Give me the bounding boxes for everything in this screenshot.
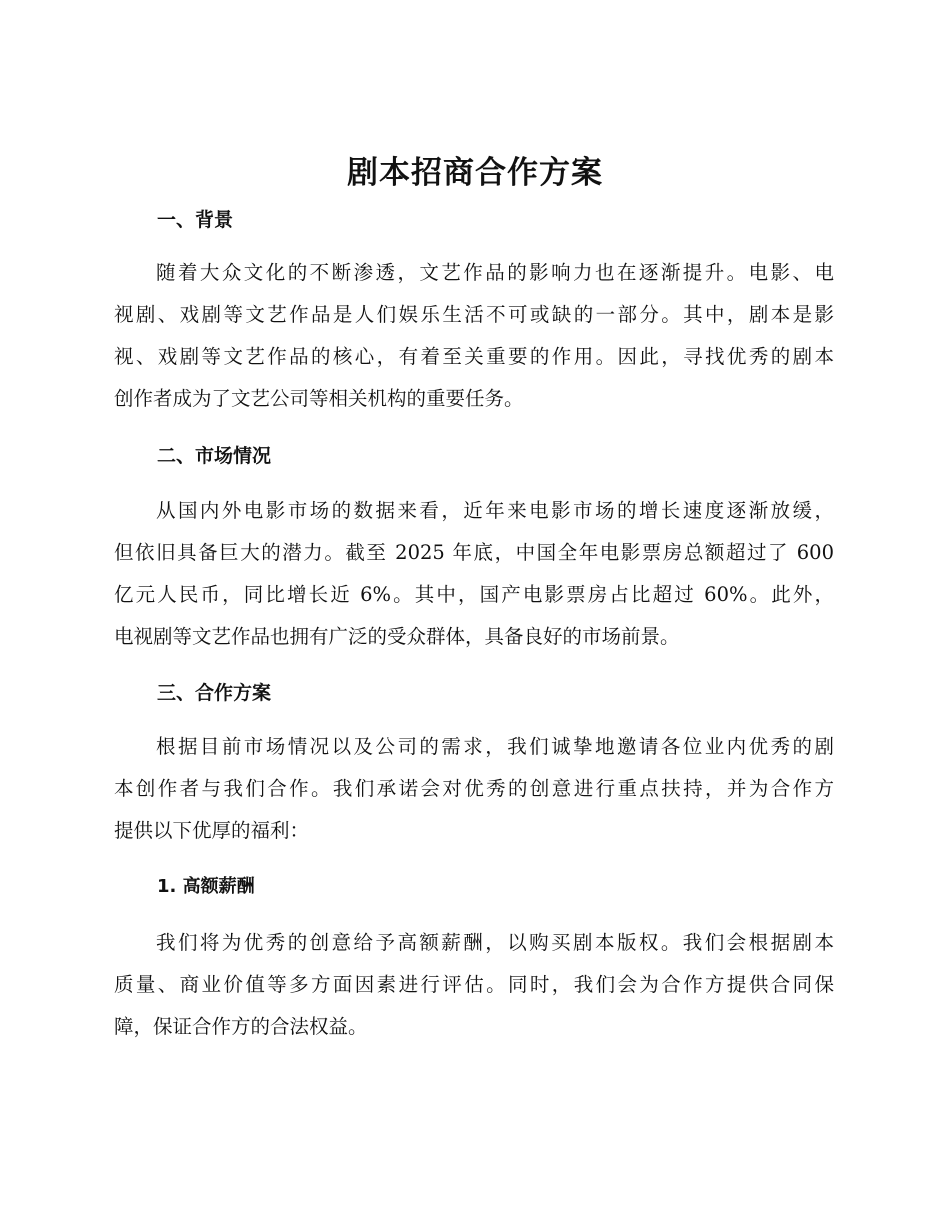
paragraph-line: 本创作者与我们合作。我们承诺会对优秀的创意进行重点扶持，并为合作方	[114, 777, 834, 800]
paragraph-line: 视剧、戏剧等文艺作品是人们娱乐生活不可或缺的一部分。其中，剧本是影	[114, 303, 834, 326]
subsection-paragraph-high-pay	[114, 922, 834, 1048]
section-paragraph-market	[114, 490, 834, 658]
section-paragraph-background	[114, 252, 834, 420]
section-heading-market: 二、市场情况	[157, 445, 272, 467]
document-title: 剧本招商合作方案	[347, 155, 603, 191]
paragraph-line: 创作者成为了文艺公司等相关机构的重要任务。	[114, 387, 524, 410]
section-paragraph-cooperation	[114, 726, 834, 852]
paragraph-line: 随着大众文化的不断渗透，文艺作品的影响力也在逐渐提升。电影、电	[156, 261, 834, 284]
paragraph-line: 障，保证合作方的合法权益。	[114, 1015, 368, 1038]
paragraph-line: 质量、商业价值等多方面因素进行评估。同时，我们会为合作方提供合同保	[114, 973, 834, 996]
paragraph-line: 我们将为优秀的创意给予高额薪酬，以购买剧本版权。我们会根据剧本	[156, 931, 834, 954]
paragraph-line: 但依旧具备巨大的潜力。截至 2025 年底，中国全年电影票房总额超过了 600	[114, 541, 834, 564]
paragraph-line: 根据目前市场情况以及公司的需求，我们诚挚地邀请各位业内优秀的剧	[156, 735, 834, 758]
section-heading-background: 一、背景	[157, 209, 234, 231]
paragraph-line: 提供以下优厚的福利：	[114, 819, 310, 842]
subsection-heading-high-pay: 1. 高额薪酬	[157, 876, 255, 897]
paragraph-line: 从国内外电影市场的数据来看，近年来电影市场的增长速度逐渐放缓，	[156, 499, 834, 522]
paragraph-line: 电视剧等文艺作品也拥有广泛的受众群体，具备良好的市场前景。	[114, 625, 680, 648]
paragraph-line: 视、戏剧等文艺作品的核心，有着至关重要的作用。因此，寻找优秀的剧本	[114, 345, 834, 368]
paragraph-line: 亿元人民币，同比增长近 6%。其中，国产电影票房占比超过 60%。此外，	[114, 583, 834, 606]
section-heading-cooperation: 三、合作方案	[157, 682, 272, 704]
